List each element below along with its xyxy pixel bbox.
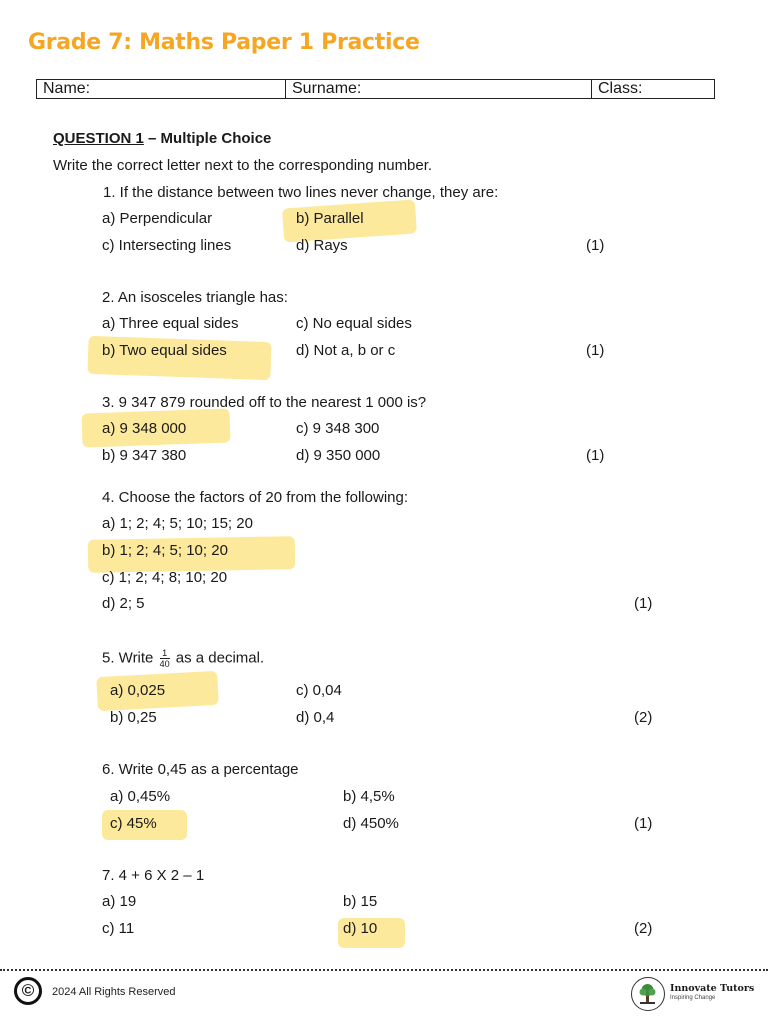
- question-number: QUESTION 1: [53, 130, 144, 147]
- student-info-table: [36, 79, 715, 99]
- q5-option-c[interactable]: c) 0,04: [296, 682, 342, 699]
- q1-option-c[interactable]: c) Intersecting lines: [102, 237, 232, 254]
- q1-mark: (1): [586, 237, 605, 254]
- q1-option-a[interactable]: a) Perpendicular: [102, 210, 213, 227]
- q6-mark: (1): [634, 815, 653, 832]
- page-title: Grade 7: Maths Paper 1 Practice: [28, 30, 420, 55]
- q7-stem: 7. 4 + 6 X 2 – 1: [102, 867, 205, 884]
- q7-mark: (2): [634, 920, 653, 937]
- name-field[interactable]: Name:: [37, 80, 286, 98]
- surname-field[interactable]: Surname:: [286, 80, 592, 98]
- q2-option-b[interactable]: b) Two equal sides: [102, 342, 227, 359]
- q2-mark: (1): [586, 342, 605, 359]
- q6-stem: 6. Write 0,45 as a percentage: [102, 761, 299, 778]
- q6-option-b[interactable]: b) 4,5%: [343, 788, 395, 805]
- q5-stem-prefix: 5. Write: [102, 649, 154, 667]
- tree-icon: [632, 978, 663, 1009]
- brand-name: Innovate Tutors: [670, 983, 755, 994]
- fraction-numerator: 1: [160, 648, 170, 659]
- q6-option-a[interactable]: a) 0,45%: [110, 788, 171, 805]
- instruction-text: Write the correct letter next to the corresponding number.: [53, 157, 433, 174]
- q3-option-d[interactable]: d) 9 350 000: [296, 447, 381, 464]
- q7-option-a[interactable]: a) 19: [102, 893, 137, 910]
- q1-option-b[interactable]: b) Parallel: [296, 210, 364, 227]
- q4-option-d[interactable]: d) 2; 5: [102, 595, 145, 612]
- q5-mark: (2): [634, 709, 653, 726]
- q7-option-d[interactable]: d) 10: [343, 920, 378, 937]
- q4-option-b[interactable]: b) 1; 2; 4; 5; 10; 20: [102, 542, 228, 559]
- q4-option-a[interactable]: a) 1; 2; 4; 5; 10; 15; 20: [102, 515, 253, 532]
- q3-mark: (1): [586, 447, 605, 464]
- brand-tagline: Inspiring Change: [670, 995, 716, 1001]
- q5-option-b[interactable]: b) 0,25: [110, 709, 157, 726]
- fraction-denominator: 40: [159, 659, 170, 669]
- q5-option-a[interactable]: a) 0,025: [110, 682, 166, 699]
- question-type: – Multiple Choice: [143, 130, 272, 147]
- question-heading: [53, 130, 271, 147]
- copyright-text: 2024 All Rights Reserved: [52, 986, 176, 998]
- tree-logo-icon: [631, 977, 665, 1011]
- q4-mark: (1): [634, 595, 653, 612]
- q4-option-c[interactable]: c) 1; 2; 4; 8; 10; 20: [102, 569, 228, 586]
- q3-option-c[interactable]: c) 9 348 300: [296, 420, 380, 437]
- q5-option-d[interactable]: d) 0,4: [296, 709, 335, 726]
- class-field[interactable]: Class:: [598, 80, 643, 97]
- q2-stem: 2. An isosceles triangle has:: [102, 289, 288, 306]
- q5-fraction: [160, 648, 170, 669]
- q6-option-c[interactable]: c) 45%: [110, 815, 157, 832]
- q5-stem: [102, 648, 264, 669]
- q3-option-a[interactable]: a) 9 348 000: [102, 420, 187, 437]
- q1-stem: 1. If the distance between two lines never change, they are:: [103, 184, 499, 201]
- q2-option-a[interactable]: a) Three equal sides: [102, 315, 239, 332]
- q3-option-b[interactable]: b) 9 347 380: [102, 447, 187, 464]
- q7-option-c[interactable]: c) 11: [102, 920, 135, 937]
- q6-option-d[interactable]: d) 450%: [343, 815, 399, 832]
- copyright-icon: ©: [14, 977, 42, 1005]
- q3-stem: 3. 9 347 879 rounded off to the nearest 1 000 is?: [102, 394, 427, 411]
- q5-stem-suffix: as a decimal.: [175, 649, 265, 667]
- footer-divider: [0, 969, 768, 971]
- q7-option-b[interactable]: b) 15: [343, 893, 378, 910]
- q1-option-d[interactable]: d) Rays: [296, 237, 348, 254]
- q2-option-d[interactable]: d) Not a, b or c: [296, 342, 396, 359]
- q2-option-c[interactable]: c) No equal sides: [296, 315, 412, 332]
- q4-stem: 4. Choose the factors of 20 from the following:: [102, 489, 408, 506]
